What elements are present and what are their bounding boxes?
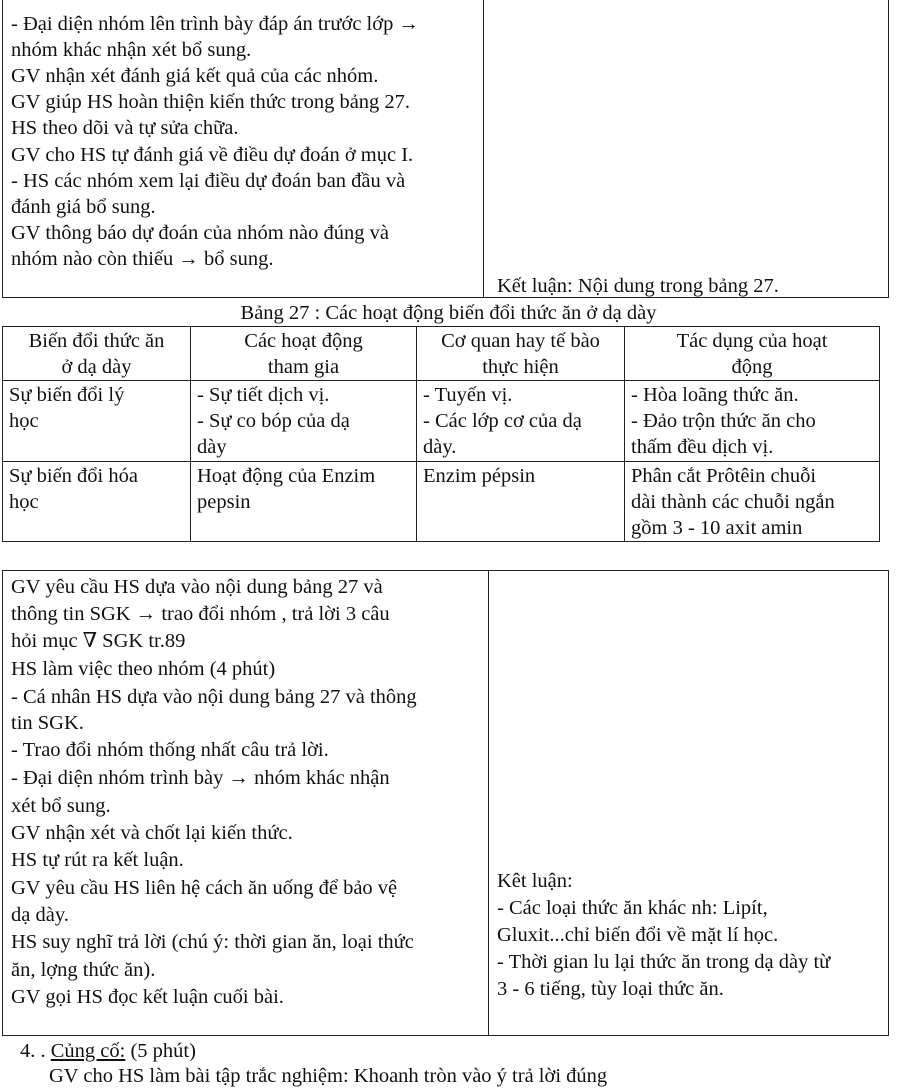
- cell-text: Các hoạt động: [244, 330, 363, 352]
- table-cell: [417, 462, 625, 542]
- table-row: [3, 462, 880, 542]
- bottom-text-line: tin SGK.: [11, 712, 84, 734]
- section-heading: [20, 1038, 196, 1064]
- section-number: 4. .: [20, 1040, 46, 1062]
- conclusion-line: - Thời gian lu lại thức ăn trong dạ dày từ: [497, 951, 831, 973]
- top-text-line: GV giúp HS hoàn thiện kiến thức trong bảng 27.: [11, 91, 411, 114]
- table-cell: [191, 462, 417, 542]
- bottom-text-line: thông tin SGK → trao đổi nhóm , trả lời 3 câu: [11, 603, 390, 625]
- exercise-instruction: GV cho HS làm bài tập trắc nghiệm: Khoanh tròn vào ý trả lời đúng: [49, 1065, 608, 1087]
- table-cell: [417, 381, 625, 462]
- top-text-line: HS theo dõi và tự sửa chữa.: [11, 117, 239, 140]
- bottom-text-line: - Cá nhân HS dựa vào nội dung bảng 27 và thông: [11, 686, 417, 708]
- table-header-cell: [625, 327, 880, 381]
- top-text-line: GV nhận xét đánh giá kết quả của các nhóm.: [11, 65, 379, 88]
- bottom-text-line: ăn, lợng thức ăn).: [11, 959, 156, 981]
- table-cell: [3, 381, 191, 462]
- bottom-text-line: GV nhận xét và chốt lại kiến thức.: [11, 822, 293, 844]
- section-title: Củng cố:: [50, 1040, 126, 1062]
- table-header-cell: [3, 327, 191, 381]
- cell-text: động: [731, 356, 773, 378]
- table-cell: [191, 381, 417, 462]
- cell-text: dài thành các chuỗi ngắn: [631, 491, 835, 513]
- cell-text: dày: [197, 436, 227, 458]
- top-text-line: GV thông báo dự đoán của nhóm nào đúng và: [11, 221, 389, 244]
- table-header-cell: [191, 327, 417, 381]
- bottom-text-line: dạ dày.: [11, 904, 69, 926]
- table-row: [3, 381, 880, 462]
- cell-text: thực hiện: [482, 356, 559, 378]
- cell-text: Sự biến đổi lý: [9, 384, 125, 406]
- bottom-text-line: HS làm việc theo nhóm (4 phút): [11, 658, 276, 680]
- cell-text: gồm 3 - 10 axit amin: [631, 517, 803, 539]
- table-caption: Bảng 27 : Các hoạt động biến đổi thức ăn ở dạ dày: [240, 302, 657, 324]
- cell-text: Hoạt động của Enzim: [197, 465, 376, 487]
- top-conclusion: Kết luận: Nội dung trong bảng 27.: [497, 275, 779, 297]
- table-cell: [625, 462, 880, 542]
- top-text-line: nhóm khác nhận xét bổ sung.: [11, 39, 252, 62]
- bottom-text-line: xét bổ sung.: [11, 795, 111, 817]
- cell-text: - Đảo trộn thức ăn cho: [631, 410, 816, 432]
- bottom-text-line: HS tự rút ra kết luận.: [11, 849, 184, 871]
- conclusion-line: - Các loại thức ăn khác nh: Lipít,: [497, 897, 768, 919]
- cell-text: Tác dụng của hoạt: [676, 330, 828, 352]
- cell-text: pepsin: [197, 491, 251, 513]
- table-header-row: [3, 327, 880, 381]
- bottom-text-line: hỏi mục ∇ SGK tr.89: [11, 630, 186, 652]
- bottom-text-line: - Trao đổi nhóm thống nhất câu trả lời.: [11, 739, 329, 761]
- cell-text: dày.: [423, 436, 457, 458]
- cell-text: - Các lớp cơ của dạ: [423, 410, 582, 432]
- cell-text: Enzim pépsin: [423, 465, 536, 487]
- bottom-text-line: GV gọi HS đọc kết luận cuối bài.: [11, 986, 284, 1008]
- top-text-line: đánh giá bổ sung.: [11, 195, 156, 218]
- table-header-cell: [417, 327, 625, 381]
- bottom-text-line: GV yêu cầu HS dựa vào nội dung bảng 27 và: [11, 576, 383, 598]
- cell-text: - Sự tiết dịch vị.: [197, 384, 330, 406]
- cell-text: học: [9, 491, 39, 513]
- table-cell: [3, 462, 191, 542]
- bottom-text-line: - Đại diện nhóm trình bày → nhóm khác nhận: [11, 767, 390, 789]
- conclusion-line: Kêt luận:: [497, 870, 573, 892]
- cell-text: - Hòa loãng thức ăn.: [631, 384, 799, 406]
- cell-text: học: [9, 410, 39, 432]
- cell-text: ở dạ dày: [61, 356, 132, 378]
- conclusion-line: Gluxit...chỉ biến đổi về mặt lí học.: [497, 924, 779, 946]
- top-text-line: - Đại diện nhóm lên trình bày đáp án trước lớp →: [11, 13, 419, 35]
- top-text-line: GV cho HS tự đánh giá về điều dự đoán ở mục I.: [11, 143, 414, 166]
- cell-text: Cơ quan hay tế bào: [441, 330, 600, 352]
- conclusion-line: 3 - 6 tiếng, tùy loại thức ăn.: [497, 978, 724, 1000]
- cell-text: - Tuyến vị.: [423, 384, 513, 406]
- section-duration: (5 phút): [130, 1040, 196, 1062]
- top-section-divider: [483, 0, 484, 298]
- top-text-line: nhóm nào còn thiếu → bổ sung.: [11, 247, 274, 270]
- bottom-text-line: HS suy nghĩ trả lời (chú ý: thời gian ăn, loại thức: [11, 931, 414, 953]
- table-27: [2, 326, 880, 542]
- bottom-text-line: GV yêu cầu HS liên hệ cách ăn uống để bảo vệ: [11, 877, 398, 899]
- top-text-line: - HS các nhóm xem lại điều dự đoán ban đầu và: [11, 169, 406, 192]
- cell-text: - Sự co bóp của dạ: [197, 410, 350, 432]
- bottom-section-divider: [488, 570, 489, 1036]
- cell-text: Biến đổi thức ăn: [28, 330, 165, 352]
- cell-text: Sự biến đổi hóa: [9, 465, 138, 487]
- table-cell: [625, 381, 880, 462]
- cell-text: thấm đều dịch vị.: [631, 436, 774, 458]
- cell-text: tham gia: [267, 356, 340, 378]
- cell-text: Phân cắt Prôtêin chuỗi: [631, 465, 817, 487]
